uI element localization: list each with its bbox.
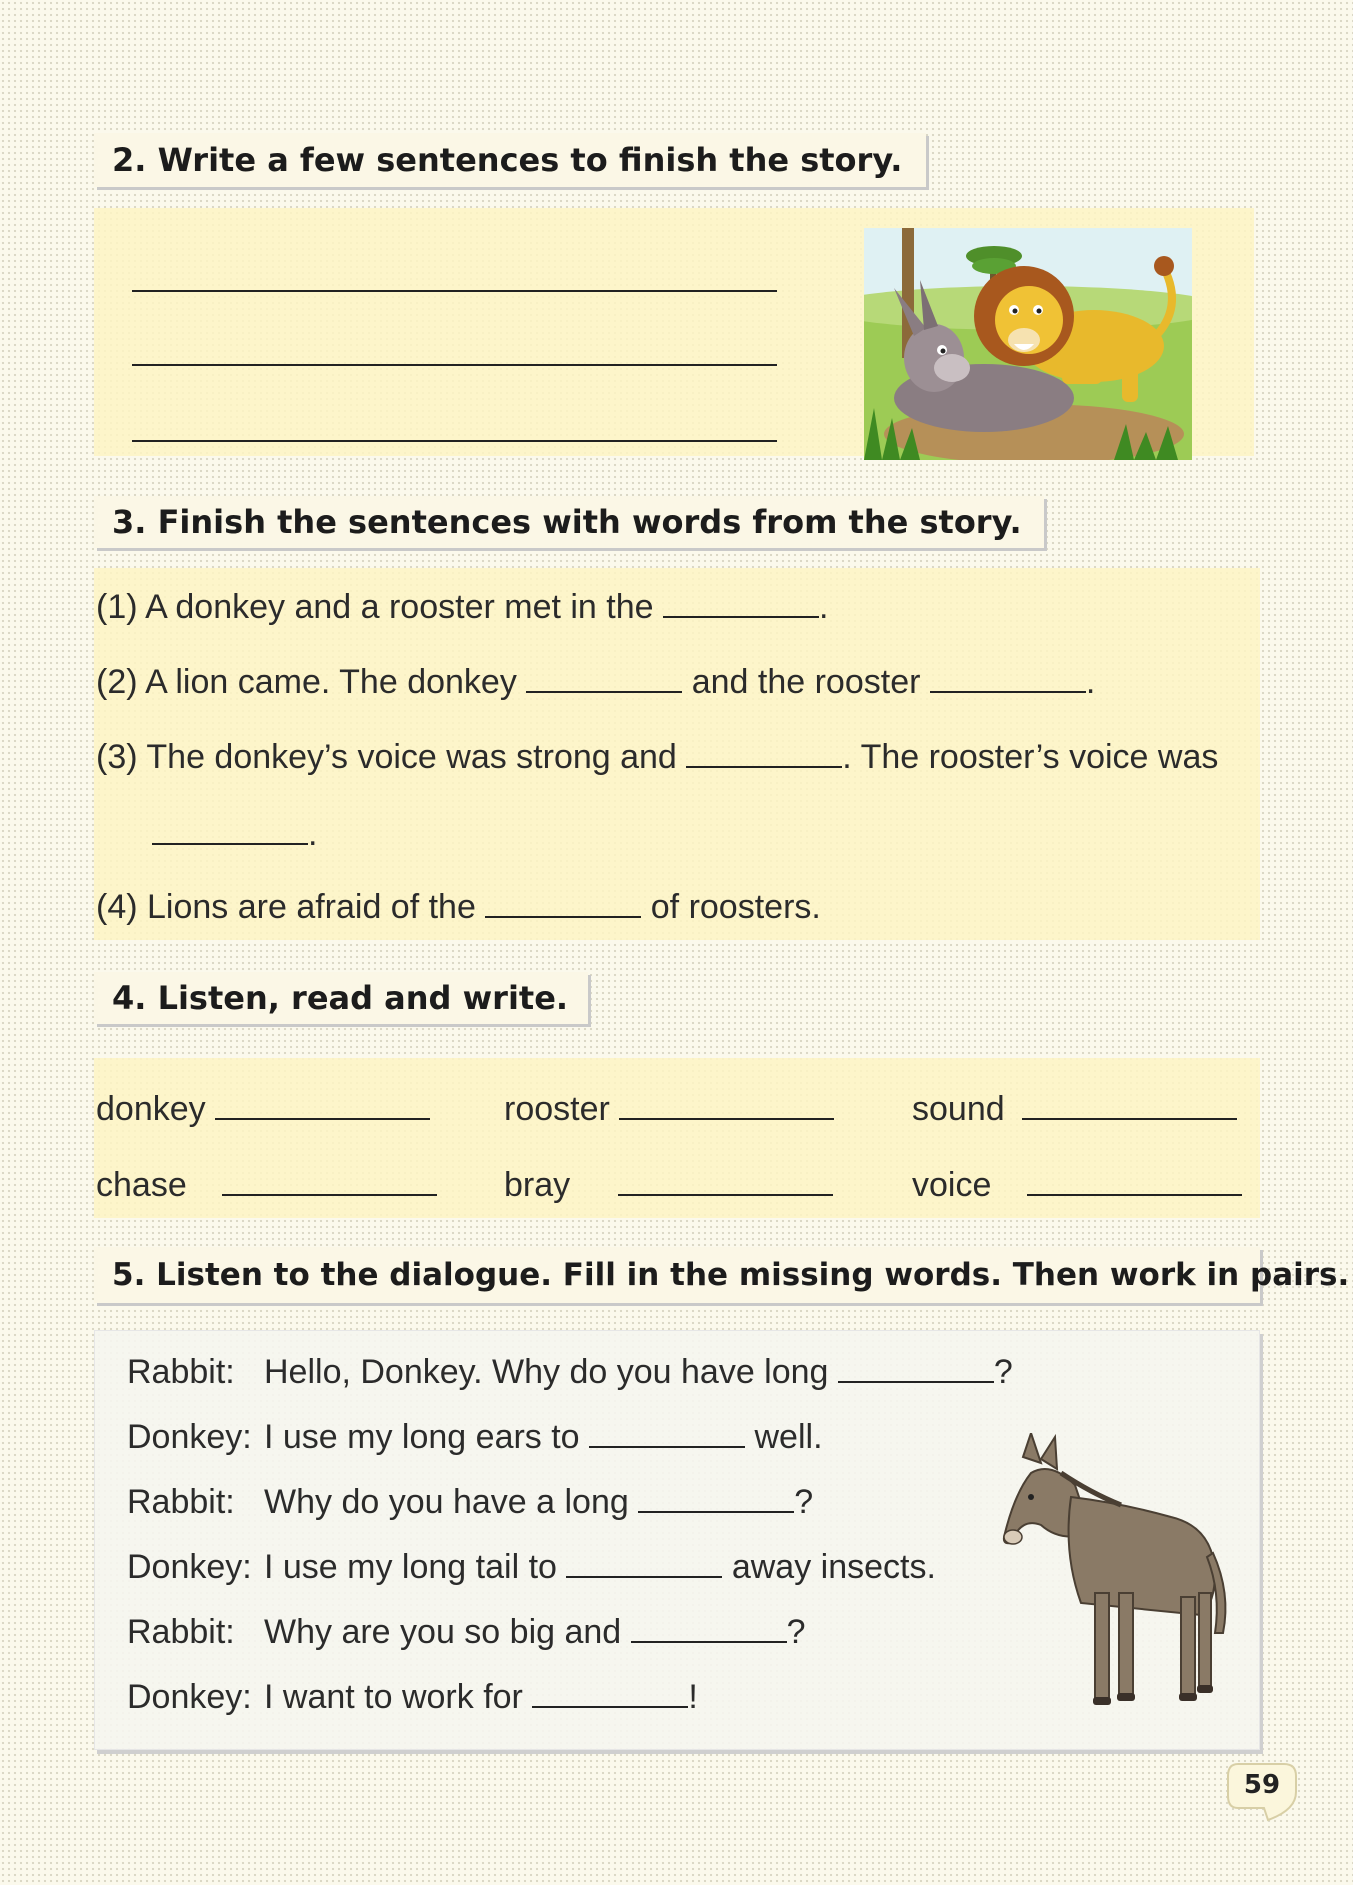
dialogue-end: ? xyxy=(993,1353,1013,1391)
dialogue-end: ? xyxy=(794,1483,814,1521)
vocab-item-chase xyxy=(96,1166,437,1205)
sentence-2-end: . xyxy=(1085,663,1096,701)
sentence-2 xyxy=(96,663,1095,702)
writing-panel xyxy=(94,208,1254,456)
sentence-4-text: (4) Lions are afraid of the xyxy=(96,888,486,926)
speaker-label: Donkey: xyxy=(127,1678,252,1716)
sentence-3 xyxy=(96,738,1218,777)
sentence-1 xyxy=(96,588,828,627)
vocab-word: donkey xyxy=(96,1090,206,1128)
sentence-3-continued xyxy=(152,815,317,854)
speaker-label: Rabbit: xyxy=(127,1353,235,1391)
vocab-blank[interactable] xyxy=(618,1166,833,1196)
vocab-blank[interactable] xyxy=(619,1090,834,1120)
vocab-item-rooster xyxy=(504,1090,834,1129)
page-number-badge xyxy=(1226,1762,1298,1822)
section-4-heading-text: 4. Listen, read and write. xyxy=(112,979,569,1017)
dialogue-text: I want to work for xyxy=(264,1678,533,1716)
vocab-blank[interactable] xyxy=(1022,1090,1237,1120)
section-3-heading-text: 3. Finish the sentences with words from the story. xyxy=(112,503,1022,541)
donkey-illustration xyxy=(1001,1433,1241,1713)
answer-blank[interactable] xyxy=(485,888,641,918)
vocab-word: bray xyxy=(504,1166,571,1204)
section-2-heading xyxy=(94,133,926,187)
dialogue-blank[interactable] xyxy=(589,1418,745,1448)
vocab-item-voice xyxy=(912,1166,1242,1205)
answer-blank[interactable] xyxy=(930,663,1086,693)
speaker-label: Rabbit: xyxy=(127,1483,235,1521)
sentence-3-text: (3) The donkey’s voice was strong and xyxy=(96,738,687,776)
dialogue-end: away insects. xyxy=(722,1548,936,1586)
sentence-4 xyxy=(96,888,821,927)
vocab-blank[interactable] xyxy=(1027,1166,1242,1196)
dialogue-text: I use my long ears to xyxy=(264,1418,590,1456)
dialogue-blank[interactable] xyxy=(638,1483,794,1513)
vocab-word: chase xyxy=(96,1166,187,1204)
vocab-item-bray xyxy=(504,1166,833,1205)
dialogue-blank[interactable] xyxy=(838,1353,994,1383)
dialogue-text: I use my long tail to xyxy=(264,1548,567,1586)
speaker-label: Rabbit: xyxy=(127,1613,235,1651)
writing-line-1[interactable] xyxy=(132,290,777,292)
dialogue-text: Hello, Donkey. Why do you have long xyxy=(264,1353,838,1391)
sentence-3-middle: . The rooster’s voice was xyxy=(842,738,1219,776)
dialogue-text: Why are you so big and xyxy=(264,1613,631,1651)
section-3-heading xyxy=(94,496,1044,548)
dialogue-line-6 xyxy=(127,1678,698,1717)
section-5-heading-text: 5. Listen to the dialogue. Fill in the missing words. Then work in pairs. xyxy=(112,1257,1350,1293)
lion-chasing-donkey-illustration xyxy=(864,228,1192,460)
writing-line-2[interactable] xyxy=(132,364,777,366)
dialogue-line-3 xyxy=(127,1483,813,1522)
writing-line-3[interactable] xyxy=(132,440,777,442)
sentence-3-end: . xyxy=(308,815,318,853)
dialogue-end: well. xyxy=(745,1418,823,1456)
vocab-item-donkey xyxy=(96,1090,430,1129)
vocab-blank[interactable] xyxy=(222,1166,437,1196)
speaker-label: Donkey: xyxy=(127,1548,252,1586)
answer-blank[interactable] xyxy=(526,663,682,693)
vocab-word: sound xyxy=(912,1090,1005,1128)
answer-blank[interactable] xyxy=(686,738,842,768)
dialogue-blank[interactable] xyxy=(631,1613,787,1643)
vocab-blank[interactable] xyxy=(215,1090,430,1120)
dialogue-line-5 xyxy=(127,1613,806,1652)
sentence-4-end: of roosters. xyxy=(641,888,821,926)
dialogue-end: ? xyxy=(786,1613,806,1651)
speaker-label: Donkey: xyxy=(127,1418,252,1456)
vocab-word: voice xyxy=(912,1166,992,1204)
vocab-word: rooster xyxy=(504,1090,610,1128)
sentence-2-middle: and the rooster xyxy=(682,663,930,701)
section-4-heading xyxy=(94,972,588,1024)
sentence-2-text: (2) A lion came. The donkey xyxy=(96,663,527,701)
section-2-heading-text: 2. Write a few sentences to finish the story. xyxy=(112,141,903,179)
dialogue-text: Why do you have a long xyxy=(264,1483,639,1521)
dialogue-line-4 xyxy=(127,1548,936,1587)
dialogue-box xyxy=(94,1330,1260,1750)
dialogue-line-2 xyxy=(127,1418,823,1457)
dialogue-blank[interactable] xyxy=(532,1678,688,1708)
sentence-1-end: . xyxy=(819,588,829,626)
sentence-1-text: (1) A donkey and a rooster met in the xyxy=(96,588,663,626)
dialogue-blank[interactable] xyxy=(566,1548,722,1578)
page-number: 59 xyxy=(1243,1770,1281,1800)
section-5-heading xyxy=(94,1247,1350,1303)
answer-blank[interactable] xyxy=(663,588,819,618)
answer-blank[interactable] xyxy=(152,815,308,845)
vocab-item-sound xyxy=(912,1090,1237,1129)
dialogue-line-1 xyxy=(127,1353,1013,1392)
dialogue-end: ! xyxy=(688,1678,698,1716)
